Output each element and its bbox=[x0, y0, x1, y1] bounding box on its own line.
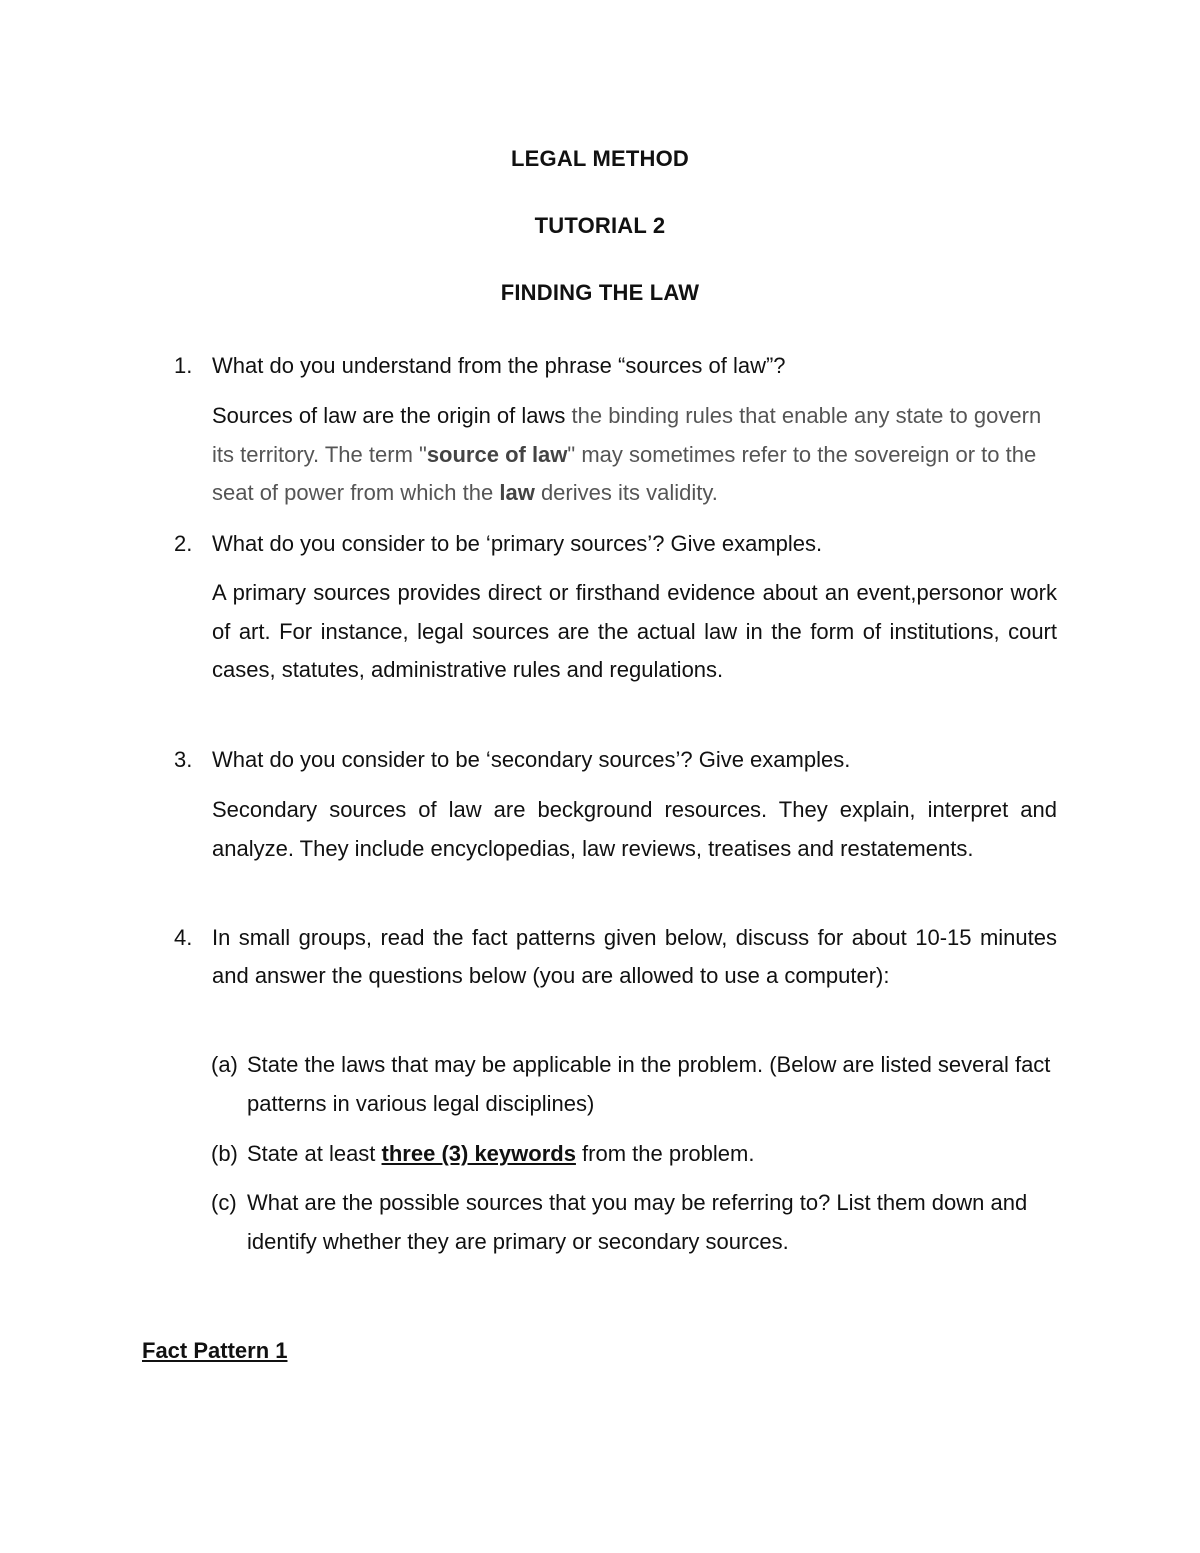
answer-bold-term: law bbox=[499, 480, 535, 505]
sub-item-text: What are the possible sources that you may be referring to? List them down and identify whether they are primary or secondary sources. bbox=[247, 1190, 1028, 1254]
document-subtitle: TUTORIAL 2 bbox=[534, 213, 666, 238]
document-topic: FINDING THE LAW bbox=[500, 280, 700, 305]
question-text: What do you understand from the phrase “sources of law”? bbox=[212, 353, 786, 378]
question-1 bbox=[174, 347, 1057, 385]
question-2 bbox=[174, 525, 1057, 563]
question-text: What do you consider to be ‘secondary sources’? Give examples. bbox=[212, 747, 851, 772]
sub-item-text: State at least bbox=[247, 1141, 382, 1166]
sub-item-text: from the problem. bbox=[575, 1141, 755, 1166]
answer-bold-term: source of law bbox=[426, 441, 568, 467]
answer-quote-part: " may sometimes refer to the sovereign or to the seat of power from which the bbox=[212, 441, 1037, 505]
answer-quote-part: derives its validity. bbox=[534, 480, 718, 505]
answer-1 bbox=[212, 397, 1057, 513]
sub-item-label: (c) bbox=[211, 1190, 237, 1215]
keywords-emphasis: three (3) keywords bbox=[381, 1141, 576, 1166]
question-number: 1. bbox=[174, 353, 193, 378]
question-number: 4. bbox=[174, 925, 193, 950]
answer-3: Secondary sources of law are beckground resources. They explain, interpret and analyze. They include encyclopedias, law reviews, treatises and restatements. bbox=[212, 797, 1057, 861]
answer-2: A primary sources provides direct or firsthand evidence about an event,personor work of art. For instance, legal sources are the actual law in the form of institutions, court cases, statutes, administrative rules and regulations. bbox=[212, 580, 1057, 682]
sub-item-b bbox=[211, 1135, 1057, 1174]
answer-text: Sources of law are the origin of laws bbox=[212, 403, 572, 428]
question-text: In small groups, read the fact patterns given below, discuss for about 10-15 minutes and answer the questions below (you are allowed to use a computer): bbox=[212, 925, 1057, 988]
sub-item-label: (b) bbox=[211, 1141, 238, 1166]
document-title: LEGAL METHOD bbox=[511, 146, 689, 171]
answer-quote-part: the binding rules that enable any state to govern its territory. The term " bbox=[212, 403, 1042, 467]
sub-item-label: (a) bbox=[211, 1052, 238, 1077]
question-3 bbox=[174, 741, 1057, 779]
question-text: What do you consider to be ‘primary sources’? Give examples. bbox=[212, 531, 823, 556]
question-4 bbox=[174, 919, 1057, 995]
sub-item-a bbox=[211, 1046, 1057, 1123]
sub-item-c bbox=[211, 1184, 1057, 1261]
sub-item-text: State the laws that may be applicable in the problem. (Below are listed several fact patterns in various legal disciplines) bbox=[247, 1052, 1051, 1116]
question-number: 3. bbox=[174, 747, 193, 772]
fact-pattern-heading: Fact Pattern 1 bbox=[142, 1338, 288, 1363]
question-number: 2. bbox=[174, 531, 193, 556]
